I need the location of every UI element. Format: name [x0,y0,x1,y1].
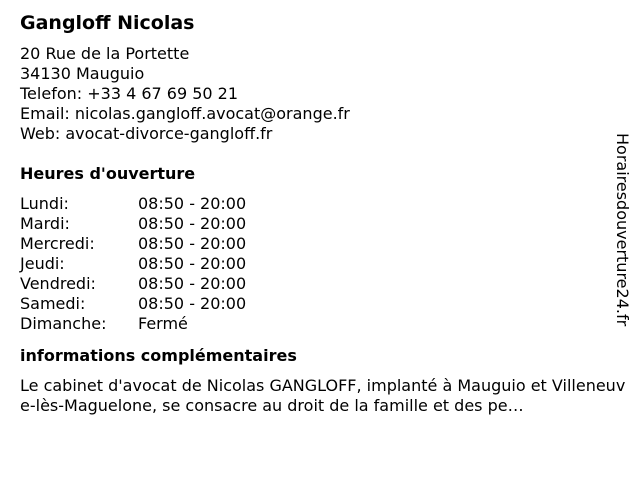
web-text: Web: avocat-divorce-gangloff.fr [20,124,273,143]
hours-time-value: Fermé [138,314,188,333]
hours-time-value: 08:50 - 20:00 [138,274,247,293]
info-description: Le cabinet d'avocat de Nicolas GANGLOFF, implanté à Mauguio et Villeneuve-lès-Maguelone, se consacre au droit de la famille et des pe… [20,376,626,415]
hours-day-label: Lundi: [20,194,69,213]
info-heading: informations complémentaires [20,346,297,365]
phone-text: Telefon: +33 4 67 69 50 21 [20,84,239,103]
email-text: Email: nicolas.gangloff.avocat@orange.fr [20,104,350,123]
business-name: Gangloff Nicolas [20,12,195,34]
hours-day-label: Samedi: [20,294,86,313]
hours-day-label: Dimanche: [20,314,107,333]
hours-heading: Heures d'ouverture [20,164,196,183]
hours-table [20,194,612,334]
hours-day-label: Vendredi: [20,274,96,293]
hours-time-value: 08:50 - 20:00 [138,214,247,233]
watermark-text: Horairesdouverture24.fr [613,133,632,327]
address-line-2: 34130 Mauguio [20,64,145,83]
hours-time-value: 08:50 - 20:00 [138,194,247,213]
hours-time-value: 08:50 - 20:00 [138,294,247,313]
address-line-1: 20 Rue de la Portette [20,44,190,63]
hours-day-label: Mercredi: [20,234,95,253]
hours-day-label: Jeudi: [20,254,65,273]
hours-time-value: 08:50 - 20:00 [138,254,247,273]
hours-time-value: 08:50 - 20:00 [138,234,247,253]
hours-day-label: Mardi: [20,214,70,233]
